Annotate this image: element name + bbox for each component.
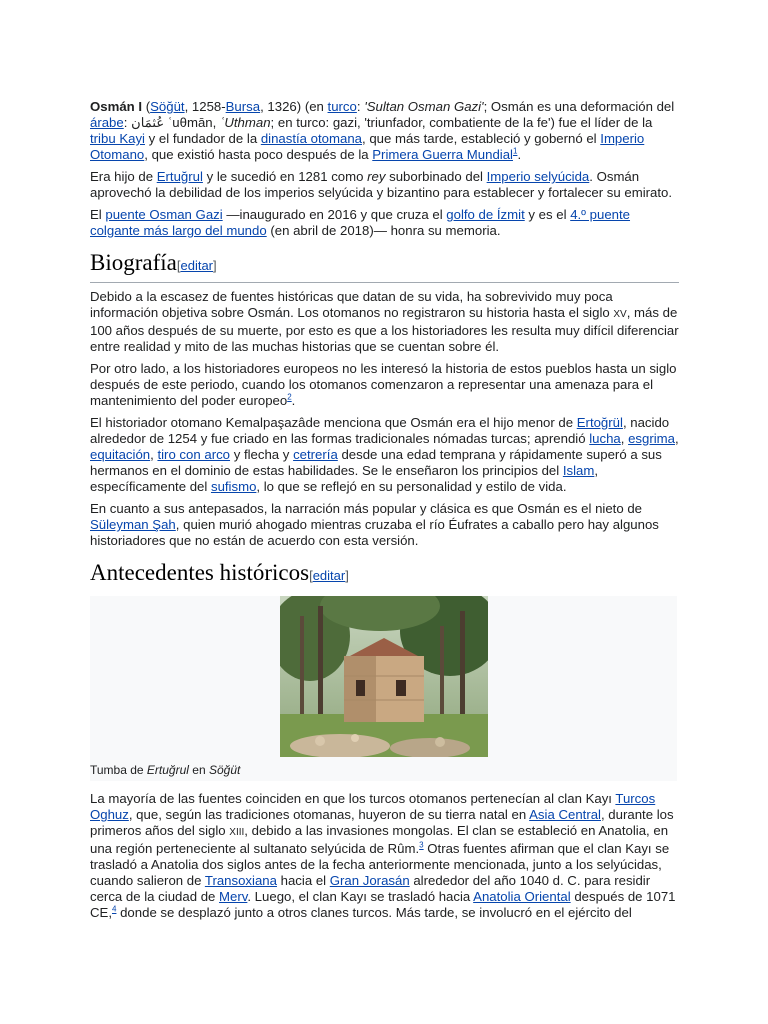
link-tribu-kayi[interactable]: tribu Kayi <box>90 131 145 146</box>
text: , que, según las tradiciones otomanas, huyeron de su tierra natal en <box>128 807 530 822</box>
text: , quien murió ahogado mientras cruzaba el río Éufrates a caballo pero hay algunos historiadores que no están de acuerdo con esta versión. <box>90 517 659 548</box>
reference-3[interactable]: 3 <box>419 840 424 850</box>
intro-paragraph-3 <box>90 207 679 239</box>
text: , que más tarde, estableció y gobernó el <box>362 131 601 146</box>
image-figure <box>90 596 677 781</box>
biografia-paragraph-4 <box>90 501 679 549</box>
reference-4[interactable]: 4 <box>111 904 117 914</box>
text: y el fundador de la <box>144 131 261 146</box>
text: desde una edad temprana y rápidamente superó a sus hermanos en el dominio de estas habilidades. Se le enseñaron los principios del <box>90 447 662 478</box>
text: , <box>620 431 629 446</box>
text: Era hijo de <box>90 169 157 184</box>
text: . Osmán aprovechó la debilidad de los imperios selyúcida y bizantino para establecer y fortalecer su emirato. <box>90 169 673 200</box>
edit-section-link <box>309 568 349 583</box>
italic-text: Söğüt <box>208 763 241 777</box>
text: , que existió hasta poco después de la <box>144 147 373 162</box>
link-arabe[interactable]: árabe <box>90 115 124 130</box>
biografia-paragraph-2 <box>90 361 679 409</box>
link-islam[interactable]: Islam <box>562 463 595 478</box>
heading-text: Antecedentes históricos <box>90 560 310 585</box>
reference-2[interactable]: 2 <box>287 392 292 402</box>
link-anatolia-oriental[interactable]: Anatolia Oriental <box>473 889 571 904</box>
link-equitacion[interactable]: equitación <box>90 447 151 462</box>
link-sogut[interactable]: Söğüt <box>150 99 185 114</box>
link-cetreria[interactable]: cetrería <box>293 447 338 462</box>
link-imperio-selyucida[interactable]: Imperio selyúcida <box>486 169 590 184</box>
text: . <box>291 393 296 408</box>
link-transoxiana[interactable]: Transoxiana <box>204 873 277 888</box>
bracket: [ <box>176 258 181 273</box>
text: después de 1071 CE, <box>90 889 676 920</box>
text: , debido a las invasiones mongolas. El clan se estableció en Anatolia, en una región perteneciente al sultanato selyúcida de Rûm. <box>90 823 669 856</box>
text: , durante los primeros años del siglo <box>90 807 674 838</box>
link-turcos-oghuz[interactable]: Turcos Oghuz <box>90 791 656 822</box>
tomb-photo[interactable] <box>280 596 488 757</box>
link-lucha[interactable]: lucha <box>589 431 621 446</box>
link-bursa[interactable]: Bursa <box>225 99 261 114</box>
text: suborbinado del <box>385 169 487 184</box>
text: ; Osmán es una deformación del <box>483 99 675 114</box>
italic-text: ʿUthman <box>219 115 271 130</box>
link-imperio-otomano[interactable]: Imperio Otomano <box>90 131 645 162</box>
small-caps-text: XV <box>613 309 627 320</box>
text: El historiador otomano Kemalpaşazâde menciona que Osmán era el hijo menor de <box>90 415 577 430</box>
link-suleyman-sah[interactable]: Süleyman Şah <box>90 517 176 532</box>
bracket: ] <box>213 258 217 273</box>
small-caps-text: XIII <box>229 827 245 838</box>
text: , nacido alrededor de 1254 y fue criado en las formas tradicionales nómadas turcas; aprendió <box>90 415 670 446</box>
text: Debido a la escasez de fuentes históricas que datan de su vida, ha sobrevivido muy poca información objetiva sobre Osmán. Los otomanos no registraron su historia hasta el siglo <box>90 289 614 320</box>
text: Tumba de <box>90 763 147 777</box>
image-wrapper <box>90 596 677 757</box>
link-ertogrul[interactable]: Ertoğrül <box>576 415 623 430</box>
article-subject: Osmán I <box>90 99 143 114</box>
article-body <box>90 99 679 927</box>
link-ertugrul[interactable]: Ertuğrul <box>156 169 203 184</box>
text: , más de 100 años después de su muerte, por esto es que a los historiadores les resulta muy difícil diferenciar entre realidad y mito de las muchas historias que se cuentan sobre él. <box>90 305 679 354</box>
link-golfo-izmit[interactable]: golfo de Ízmit <box>446 207 525 222</box>
edit-link[interactable]: editar <box>180 258 214 273</box>
text: en <box>188 763 209 777</box>
link-puente-osman-gazi[interactable]: puente Osman Gazi <box>105 207 223 222</box>
section-heading-biografia <box>90 249 679 283</box>
reference-1[interactable]: 1 <box>512 146 518 156</box>
text: Por otro lado, a los historiadores europeos no les interesó la historia de estos pueblos hasta un siglo después de este periodo, cuando los otomanos comenzaron a representar una amenaza para el mantenimiento del poder europeo <box>90 361 677 408</box>
text: alrededor del año 1040 d. C. para residir cerca de la ciudad de <box>90 873 651 904</box>
text: , <box>675 431 679 446</box>
antecedentes-paragraph-1 <box>90 791 679 921</box>
link-esgrima[interactable]: esgrima <box>628 431 675 446</box>
text: La mayoría de las fuentes coinciden en que los turcos otomanos pertenecían al clan Kayı <box>90 791 616 806</box>
link-asia-central[interactable]: Asia Central <box>529 807 601 822</box>
heading-text: Biografía <box>90 250 177 275</box>
italic-text: rey <box>367 169 386 184</box>
intro-paragraph-2 <box>90 169 679 201</box>
text: En cuanto a sus antepasados, la narración más popular y clásica es que Osmán es el nieto de <box>90 501 643 516</box>
text: —inaugurado en 2016 y que cruza el <box>222 207 447 222</box>
edit-section-link <box>177 258 217 273</box>
text: donde se desplazó junto a otros clanes turcos. Más tarde, se involucró en el ejército del <box>116 905 632 920</box>
biografia-paragraph-1 <box>90 289 679 355</box>
text: , 1258- <box>184 99 226 114</box>
section-heading-antecedentes <box>90 559 679 592</box>
text: hacia el <box>276 873 330 888</box>
text: . <box>517 147 522 162</box>
text: ; en turco: gazi, 'triunfador, combatiente de la fe') fue el líder de la <box>270 115 653 130</box>
text: (en abril de 2018)— honra su memoria. <box>266 223 501 238</box>
link-dinastia-otomana[interactable]: dinastía otomana <box>260 131 363 146</box>
link-sufismo[interactable]: sufismo <box>210 479 257 494</box>
italic-text: Ertuğrul <box>146 763 189 777</box>
bracket: ] <box>345 568 349 583</box>
italic-text: 'Sultan Osman Gazi' <box>364 99 484 114</box>
image-caption <box>90 757 677 781</box>
bracket: [ <box>309 568 313 583</box>
text: : عُثمَان ʿuθmān, <box>123 115 220 130</box>
text: Otras fuentes afirman que el clan Kayı se trasladó a Anatolia dos siglos antes de la fecha anteriormente mencionada, junto a los selyúcidas, cuando salieron de <box>90 841 670 888</box>
text: El <box>90 207 106 222</box>
intro-paragraph-1 <box>90 99 679 163</box>
text: , 1326) (en <box>260 99 328 114</box>
text: ( <box>142 99 151 114</box>
link-primera-guerra-mundial[interactable]: Primera Guerra Mundial <box>372 147 513 162</box>
text: , <box>150 447 158 462</box>
link-turco[interactable]: turco <box>327 99 357 114</box>
text: y le sucedió en 1281 como <box>202 169 368 184</box>
biografia-paragraph-3 <box>90 415 679 495</box>
text: y flecha y <box>230 447 294 462</box>
text: , específicamente del <box>90 463 599 494</box>
text: : <box>356 99 365 114</box>
link-gran-jorasan[interactable]: Gran Jorasán <box>329 873 410 888</box>
link-tiro-con-arco[interactable]: tiro con arco <box>157 447 231 462</box>
link-merv[interactable]: Merv <box>219 889 248 904</box>
link-puente-colgante[interactable]: 4.º puente colgante más largo del mundo <box>90 207 631 238</box>
edit-link[interactable]: editar <box>312 568 346 583</box>
text: , lo que se reflejó en su personalidad y estilo de vida. <box>256 479 567 494</box>
text: . Luego, el clan Kayı se trasladó hacia <box>247 889 474 904</box>
text: y es el <box>524 207 571 222</box>
